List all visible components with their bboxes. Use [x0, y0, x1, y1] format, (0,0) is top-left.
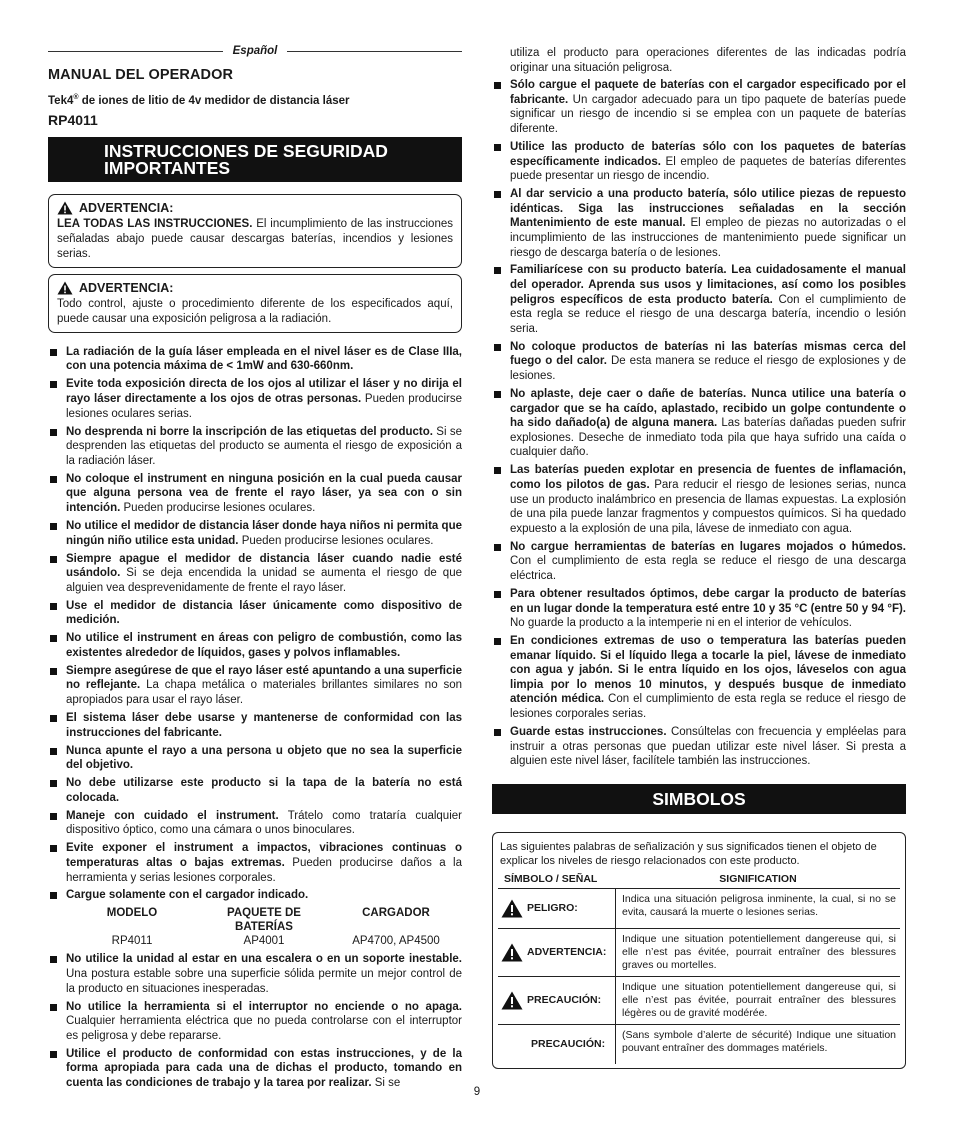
header-rule-right [287, 51, 462, 52]
bullet-bold-text: Siempre apague el medidor de distancia láser cuando nadie esté usándolo. [66, 552, 462, 580]
product-subtitle [48, 94, 462, 107]
model-table-row [48, 934, 462, 948]
registered-mark: ® [73, 94, 79, 101]
warning-box-1 [48, 194, 462, 268]
bullet-item [48, 472, 462, 516]
bullet-item [48, 841, 462, 885]
bullet-bold-text: Utilice las producto de baterías sólo con los paquetes de baterías específicamente indicados. [510, 140, 906, 168]
bullet-body-text: No guarde la producto a la intemperie ni en el interior de vehículos. [510, 617, 853, 630]
bullet-body-text: Con el cumplimiento de esta regla se reduce el riesgo de una descarga eléctrica. [510, 555, 906, 582]
warning-bold-text: LEA TODAS LAS INSTRUCCIONES. [57, 217, 253, 230]
bullet-bold-text: Al dar servicio a una producto batería, sólo utilice piezas de repuesto idénticas. Siga las instrucciones señaladas en la sección Mantenimiento de este manual. [510, 188, 906, 230]
bullet-item [492, 463, 906, 536]
charger-col-header: CARGADOR [362, 907, 430, 920]
symbols-table [492, 832, 906, 1069]
bullet-bold-text: Maneje con cuidado el instrument. [66, 809, 279, 822]
bullet-bold-text: En condiciones extremas de uso o temperatura las baterías pueden emanar líquido. Si el líquido llega a tocarle la piel, lávese de inmediato con agua y jabón. Si le entra líquido en los ojos, láveselos con agua limpia por lo menos 10 minutos, y después busque de inmediato atención médica. [510, 635, 906, 706]
page-number: 9 [473, 1086, 481, 1098]
symbol-label-cell [498, 929, 616, 976]
bullet-body-text: Un cargador adecuado para un tipo paquete de baterías puede significar un riesgo de incendio si se emplea con un paquete de baterías diferente. [510, 93, 906, 135]
bullet-item [48, 1047, 462, 1091]
symbol-row [498, 928, 900, 976]
symbol-description: (Sans symbole d’alerte de sécurité) Indique une situation pouvant entraîner des dommages matériels. [622, 1028, 896, 1054]
bullet-item [48, 377, 462, 421]
bullet-bold-text: Cargue solamente con el cargador indicado. [66, 889, 309, 902]
bullet-bold-text: No utilice el instrument en áreas con peligro de combustión, como las existentes alrededor de líquidos, gases y polvos inflamables. [66, 632, 462, 659]
bullet-item [492, 587, 906, 631]
bullet-body-text: Con el cumplimiento de esta regla se reduce el riesgo de una descarga batería, incendio o lesión seria. [510, 293, 906, 335]
bullet-item [492, 263, 906, 336]
bullet-item [48, 345, 462, 374]
warning-box-2 [48, 274, 462, 333]
manual-title: MANUAL DEL OPERADOR [48, 67, 234, 83]
header-rule-left [48, 51, 223, 52]
battery-col-header: PAQUETE DE BATERÍAS [227, 907, 301, 934]
bullet-item [48, 776, 462, 805]
bullet-item [48, 711, 462, 740]
symbols-intro: Las siguientes palabras de señalización y sus significados tienen el objeto de explicar los niveles de riesgo relacionados con este producto. [500, 840, 877, 868]
bullet-body-text: Si se desprenden las etiquetas del producto se aumenta el riesgo de exposición a la radiación láser. [66, 425, 462, 467]
model-number: RP4011 [48, 111, 98, 128]
symbol-row [498, 1024, 900, 1064]
model-col-header: MODELO [106, 907, 158, 920]
warning-triangle-icon [57, 201, 73, 215]
continued-text: utiliza el producto para operaciones diferentes de las indicadas podría originar una situación peligrosa. [510, 47, 906, 74]
warning-label: ADVERTENCIA: [79, 200, 174, 215]
bullet-item [492, 140, 906, 184]
left-bullet-list [48, 345, 462, 903]
warning-header [57, 201, 453, 216]
signal-word: PRECAUCIÓN: [531, 1038, 606, 1051]
bullet-body-text: Consúltelas con frecuencia y empléelas para instruir a otras personas que puedan utilizar este nivel láser. Si presta a alguien este nivel láser, facilítele también las instrucciones. [510, 726, 906, 768]
bullet-bold-text: No debe utilizarse este producto si la tapa de la batería no está colocada. [66, 777, 462, 804]
bullet-bold-text: Nunca apunte el rayo a una persona u objeto que no sea la superficie del objetivo. [66, 744, 462, 772]
bullet-body-text: El empleo de piezas no autorizadas o el incumplimiento de las instrucciones de mantenimiento puede significar un riesgo de descarga batería o de lesiones. [510, 217, 906, 259]
left-bullet-list-2 [48, 952, 462, 1090]
bullet-item [48, 425, 462, 469]
warning-triangle-icon [501, 899, 523, 918]
bullet-item [48, 1000, 462, 1044]
bullet-body-text: Con el cumplimiento de esta regla se reduce el riesgo de lesiones corporales serias. [510, 693, 907, 721]
bullet-body-text: Si se deja encendida la unidad se aumenta el riesgo de que alguien vea desprevenidamente de frente el rayo láser. [66, 567, 462, 594]
bullet-body-text: Para reducir el riesgo de lesiones serias, nunca use un producto inalámbrico en presencia de llamas expuestas. La explosión de una pila puede lanzar fragmentos y compuestos químicos. Si ha quedado expuesto a la explosión de una pila, lávese de inmediato con agua. [510, 478, 907, 535]
warning-triangle-icon [501, 943, 523, 962]
bullet-item [492, 540, 906, 584]
symbols-table-header [498, 873, 900, 888]
product-description: de iones de litio de 4v medidor de distancia láser [78, 94, 350, 107]
bullet-bold-text: Las baterías pueden explotar en presencia de fuentes de inflamación, como los pilotos de gas. [510, 464, 906, 491]
symbol-label-cell [498, 1025, 616, 1064]
bullet-body-text: Cualquier herramienta eléctrica que no pueda controlarse con el interruptor es peligrosa y debe repararse. [66, 1015, 462, 1042]
bullet-item [48, 809, 462, 838]
bullet-body-text: Pueden producirse daños a la herramienta y serias lesiones corporales. [66, 856, 462, 884]
warning-text: Todo control, ajuste o procedimiento diferente de los especificados aquí, puede causar una exposición peligrosa a la radiación. [57, 297, 453, 325]
warning-triangle-icon [57, 281, 73, 295]
bullet-item [492, 387, 906, 460]
bullet-body-text: Si se [371, 1077, 401, 1089]
bullet-bold-text: Familiarícese con su producto batería. Lea cuidadosamente el manual del operador. Aprenda sus usos y limitaciones, así como los posibles peligros específicos de esta producto batería. [510, 264, 906, 306]
bullet-bold-text: La radiación de la guía láser empleada en el nivel láser es de Clase IIIa, con una potencia máxima de < 1mW and 630-660nm. [66, 345, 462, 373]
bullet-bold-text: No utilice el medidor de distancia láser donde haya niños ni permita que ningún niño utilice esta unidad. [66, 519, 462, 547]
bullet-body-text: Las baterías dañadas pueden sufrir explosiones. Deseche de inmediato toda pila que haya sufrido una caída o cualquier daño. [510, 417, 906, 459]
bullet-bold-text: No utilice la unidad al estar en una escalera o en un soporte inestable. [66, 953, 462, 966]
model-table [48, 906, 462, 948]
bullet-bold-text: No cargue herramientas de baterías en lugares mojados o húmedos. [510, 540, 906, 553]
symbol-row [498, 976, 900, 1024]
symbols-rows [498, 888, 900, 1064]
model-table-header [48, 906, 462, 934]
bullet-body-text: Pueden producirse lesiones oculares. [120, 501, 316, 514]
bullet-bold-text: Guarde estas instrucciones. [510, 726, 667, 739]
bullet-bold-text: Evite toda exposición directa de los ojos al utilizar el láser y no dirija el rayo láser directamente a los ojos de otras personas. [66, 378, 462, 405]
bullet-item [492, 78, 906, 136]
warning-header [57, 281, 453, 296]
bullet-bold-text: Use el medidor de distancia láser únicamente como dispositivo de medición. [66, 599, 462, 627]
bullet-body-text: La chapa metálica o materiales brillantes similares no son apropiados para usar el rayo láser. [66, 679, 462, 707]
bullet-bold-text: Para obtener resultados óptimos, debe cargar la producto de baterías en un lugar donde la temperatura esté entre 10 y 35 °C (entre 50 y 94 °F). [510, 587, 906, 615]
bullet-bold-text: Sólo cargue el paquete de baterías con el cargador especificado por el fabricante. [510, 79, 906, 106]
symbol-col-header: SÍMBOLO / SEÑAL [504, 872, 598, 885]
bullet-body-text: Trátelo como trataría cualquier dispositivo óptico, como una cámara o unos binoculares. [66, 809, 462, 837]
bullet-bold-text: No coloque productos de baterías ni las baterías mismas cerca del fuego o del calor. [510, 340, 906, 368]
symbol-description: Indique une situation potentiellement dangereuse qui, si elle n’est pas évitée, pourrait entraîner des blessures légères ou de gravité modérée. [622, 980, 896, 1019]
warning-text [57, 217, 453, 262]
bullet-bold-text: Siempre asegúrese de que el rayo láser esté apuntando a una superficie no reflejante. [66, 664, 462, 692]
bullet-bold-text: No coloque el instrument en ninguna posición en la cual pueda causar que alguna persona vea de frente el rayo láser, ya sea con o sin intención. [66, 472, 462, 514]
bullet-bold-text: No aplaste, deje caer o dañe de baterías. Nunca utilice una batería o cargador que se ha caído, aplastado, recibido un golpe contundente o ha sido dañado(a) de alguna manera. [510, 388, 906, 430]
symbol-description: Indica una situación peligrosa inminente, la cual, si no se evita, causará la muerte o lesiones serias. [622, 892, 896, 918]
charger-cell: AP4700, AP4500 [352, 935, 440, 948]
symbol-row [498, 888, 900, 928]
bullet-item [492, 340, 906, 384]
safety-section-title: INSTRUCCIONES DE SEGURIDAD IMPORTANTES [48, 137, 462, 182]
right-column [492, 46, 906, 1069]
bullet-body-text: El empleo de paquetes de baterías diferentes puede presentar un riesgo de incendio. [510, 155, 906, 183]
battery-cell: AP4001 [243, 935, 285, 948]
bullet-item [48, 631, 462, 660]
bullet-item [492, 187, 906, 260]
symbol-label-cell [498, 889, 616, 928]
signal-word: ADVERTENCIA: [527, 946, 607, 959]
meaning-col-header: SIGNIFICATION [719, 872, 797, 885]
signal-word: PELIGRO: [527, 902, 578, 915]
language-header [48, 44, 462, 58]
bullet-bold-text: Utilice el producto de conformidad con estas instrucciones, y de la forma apropiada para cada una de dichas el producto, tomando en cuenta las condiciones de trabajo y la tarea por realizar. [66, 1047, 462, 1089]
bullet-item [48, 519, 462, 548]
warning-triangle-icon [501, 991, 523, 1010]
bullet-bold-text: El sistema láser debe usarse y mantenerse de conformidad con las instrucciones del fabricante. [66, 712, 462, 739]
product-brand: Tek4 [48, 94, 74, 107]
signal-word: PRECAUCIÓN: [527, 994, 602, 1007]
bullet-item [48, 599, 462, 628]
bullet-item [48, 664, 462, 708]
symbol-label-cell [498, 977, 616, 1024]
left-column [48, 44, 462, 1094]
bullet-bold-text: No desprenda ni borre la inscripción de las etiquetas del producto. [66, 425, 433, 438]
bullet-body-text: De esta manera se reduce el riesgo de explosiones y de lesiones. [510, 355, 906, 383]
bullet-item [48, 744, 462, 773]
bullet-item [48, 552, 462, 596]
warning-label: ADVERTENCIA: [79, 280, 174, 295]
language-label: Español [232, 45, 278, 57]
bullet-body-text: Una postura estable sobre una superficie sólida permite un mejor control de la producto en situaciones inesperadas. [66, 968, 462, 995]
bullet-item [48, 952, 462, 996]
bullet-bold-text: No utilice la herramienta si el interruptor no enciende o no apaga. [66, 1000, 462, 1013]
symbols-section-title: SIMBOLOS [492, 784, 906, 814]
model-cell: RP4011 [111, 935, 153, 948]
warning-body-text: El incumplimiento de las instrucciones señaladas abajo puede causar descargas baterías, incendios y lesiones serias. [57, 217, 453, 260]
bullet-body-text: Pueden producirse lesiones oculares. [238, 534, 434, 547]
bullet-body-text: Pueden producirse lesiones oculares serias. [66, 393, 462, 420]
bullet-bold-text: Evite exponer el instrument a impactos, vibraciones continuas o temperaturas altas o bajas extremas. [66, 842, 462, 869]
bullet-item [492, 634, 906, 722]
symbol-description: Indique une situation potentiellement dangereuse qui, si elle n’est pas évitée, pourrait entraîner des blessures graves ou mortelles. [622, 932, 896, 971]
bullet-item [48, 888, 462, 903]
right-bullet-list [492, 78, 906, 769]
bullet-item [492, 725, 906, 769]
